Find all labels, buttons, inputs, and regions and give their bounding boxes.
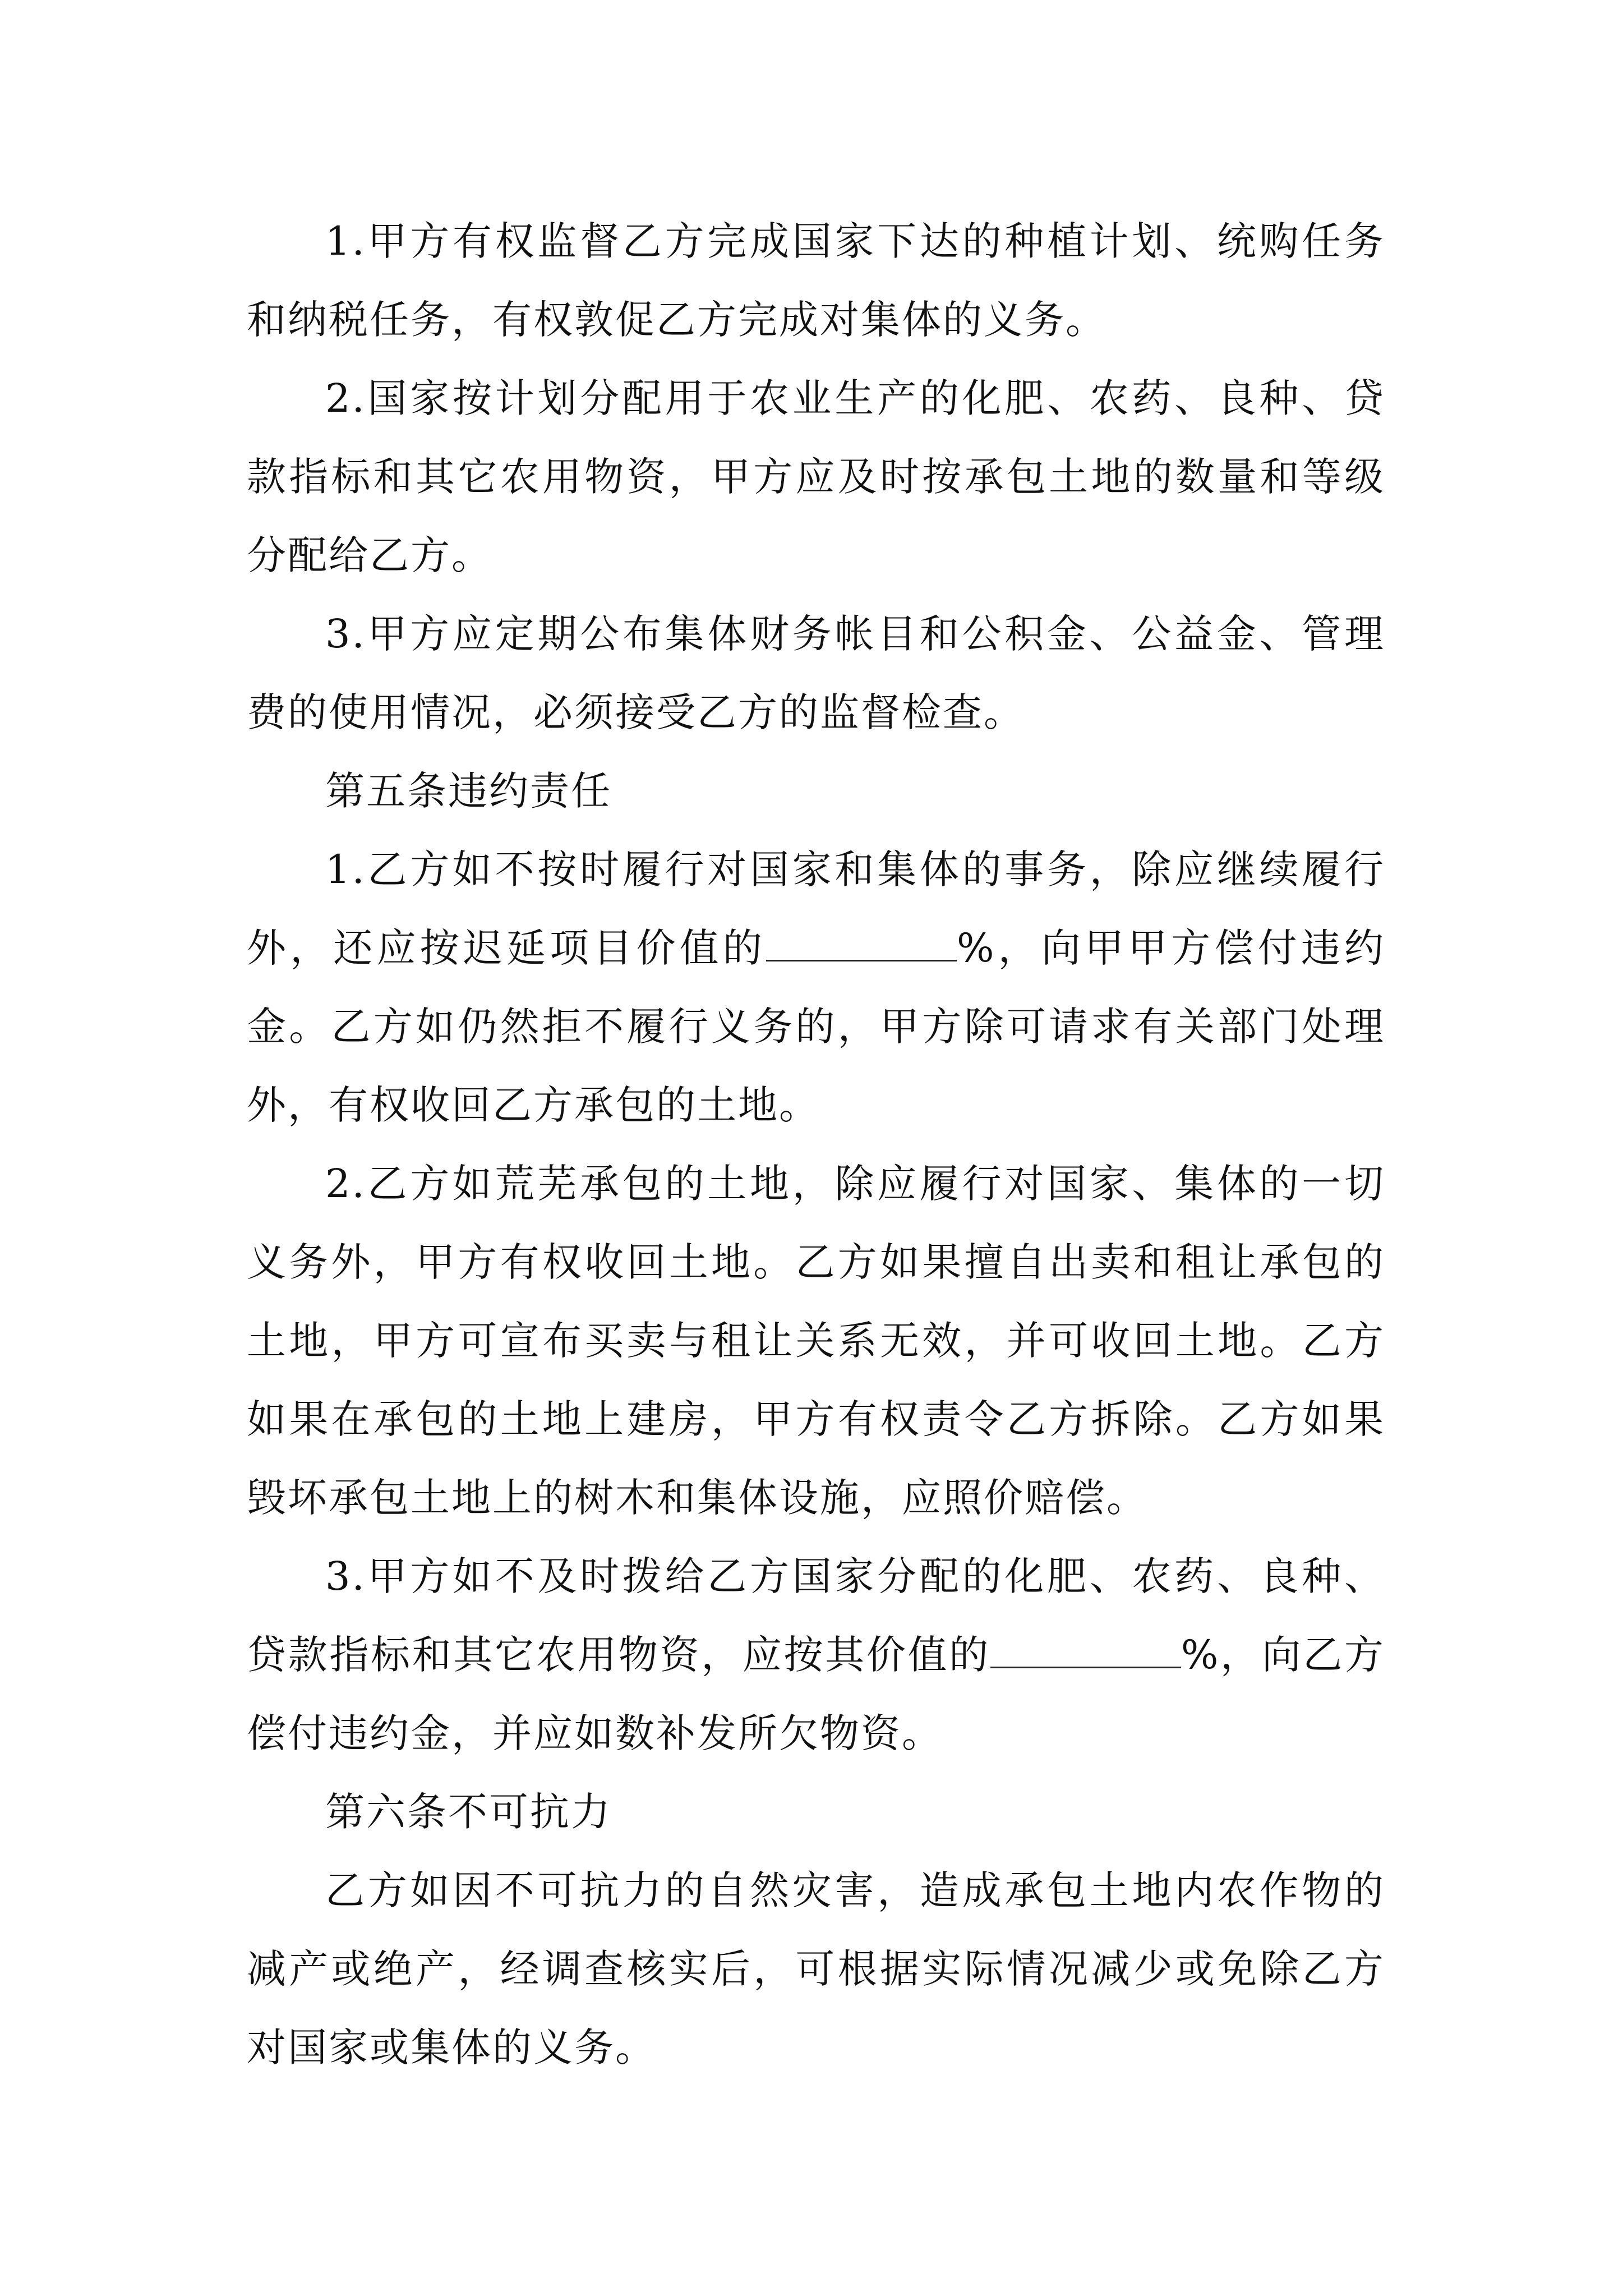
paragraph-text: 1.乙方如不按时履行对国家和集体的事务，除应继续履行外，还应按迟延项目价值的 (247, 846, 1385, 971)
paragraph-party-a-default (247, 1537, 1385, 1773)
percentage-blank-field (766, 926, 957, 961)
section-heading-article-5: 第五条违约责任 (325, 768, 612, 814)
percentage-blank-field (990, 1633, 1181, 1668)
section-heading-article-6: 第六条不可抗力 (325, 1789, 612, 1835)
paragraph-party-b-default (247, 830, 1385, 1144)
paragraph-force-majeure: 乙方如因不可抗力的自然灾害，造成承包土地内农作物的减产或绝产，经调查核实后，可根据实际情况减少或免除乙方对国家或集体的义务。 (247, 1867, 1385, 2070)
paragraph-text: %，向甲甲方偿付违约金。乙方如仍然拒不履行义务的，甲方除可请求有关部门处理外，有权收回乙方承包的土地。 (247, 925, 1386, 1128)
paragraph-financial-disclosure: 3.甲方应定期公布集体财务帐目和公积金、公益金、管理费的使用情况，必须接受乙方的监督检查。 (247, 611, 1385, 735)
paragraph-material-allocation: 2.国家按计划分配用于农业生产的化肥、农药、良种、贷款指标和其它农用物资，甲方应及时按承包土地的数量和等级分配给乙方。 (247, 375, 1385, 578)
paragraph-party-a-right-supervise: 1.甲方有权监督乙方完成国家下达的种植计划、统购任务和纳税任务，有权敦促乙方完成对集体的义务。 (247, 218, 1385, 343)
document-body (247, 202, 1385, 2087)
paragraph-land-misuse: 2.乙方如荒芜承包的土地，除应履行对国家、集体的一切义务外，甲方有权收回土地。乙方如果擅自出卖和租让承包的土地，甲方可宣布买卖与租让关系无效，并可收回土地。乙方如果在承包的土地上建房，甲方有权责令乙方拆除。乙方如果毁坏承包土地上的树木和集体设施，应照价赔偿。 (247, 1161, 1385, 1521)
paragraph-text: %，向乙方偿付违约金，并应如数补发所欠物资。 (247, 1632, 1386, 1756)
paragraph-text: 3.甲方如不及时拨给乙方国家分配的化肥、农药、良种、贷款指标和其它农用物资，应按其价值的 (247, 1553, 1385, 1678)
